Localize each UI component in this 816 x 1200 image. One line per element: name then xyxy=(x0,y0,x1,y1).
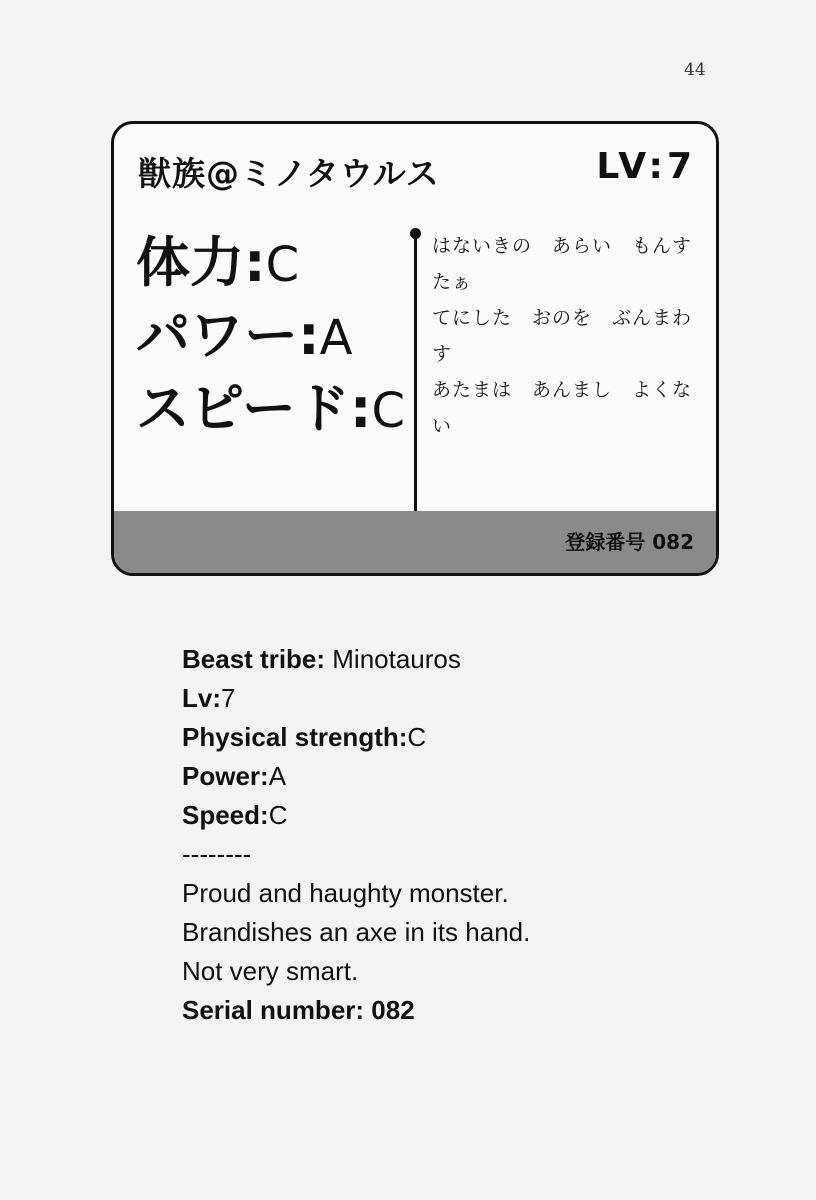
value: Minotauros xyxy=(325,644,461,674)
value: C xyxy=(268,800,288,830)
vertical-divider xyxy=(414,232,417,546)
translation-serial xyxy=(182,991,530,1030)
stat-power xyxy=(136,304,353,367)
label: Power: xyxy=(182,761,269,791)
value: A xyxy=(268,761,287,791)
stat-label: 体力: xyxy=(136,231,266,294)
stat-grade: C xyxy=(371,383,405,439)
translation-beast-tribe xyxy=(182,640,530,679)
card-level: LV:7 xyxy=(596,146,696,187)
label: Lv: xyxy=(182,683,221,713)
translation-physical xyxy=(182,718,530,757)
stat-grade: A xyxy=(319,310,353,366)
translation-line: Not very smart. xyxy=(182,956,359,986)
stat-label: スピード: xyxy=(136,377,372,440)
registration-number: 登録番号 082 xyxy=(565,530,694,554)
monster-card xyxy=(111,121,719,576)
divider-top-dot xyxy=(410,228,421,239)
translation-separator: -------- xyxy=(182,839,252,869)
label: Physical strength: xyxy=(182,722,408,752)
translation-line: Brandishes an axe in its hand. xyxy=(182,917,531,947)
page-number: 44 xyxy=(684,60,706,80)
translation-line: Proud and haughty monster. xyxy=(182,878,509,908)
translation-power xyxy=(182,757,530,796)
value: C xyxy=(407,722,427,752)
translation-level xyxy=(182,679,530,718)
stat-label: パワー: xyxy=(136,304,320,367)
translation-speed xyxy=(182,796,530,835)
stat-grade: C xyxy=(265,237,300,293)
monster-description: はないきの あらい もんすたぁ てにした おのを ぶんまわす あたまは あんまし よくない xyxy=(432,235,693,437)
translation-block xyxy=(182,640,530,1030)
label: Speed: xyxy=(182,800,269,830)
label: Serial number: 082 xyxy=(182,995,415,1025)
value: 7 xyxy=(221,683,236,713)
stat-speed xyxy=(136,377,405,440)
card-title: 獣族@ミノタウルス xyxy=(138,154,440,193)
stat-physical xyxy=(136,231,300,294)
label: Beast tribe: xyxy=(182,644,326,674)
